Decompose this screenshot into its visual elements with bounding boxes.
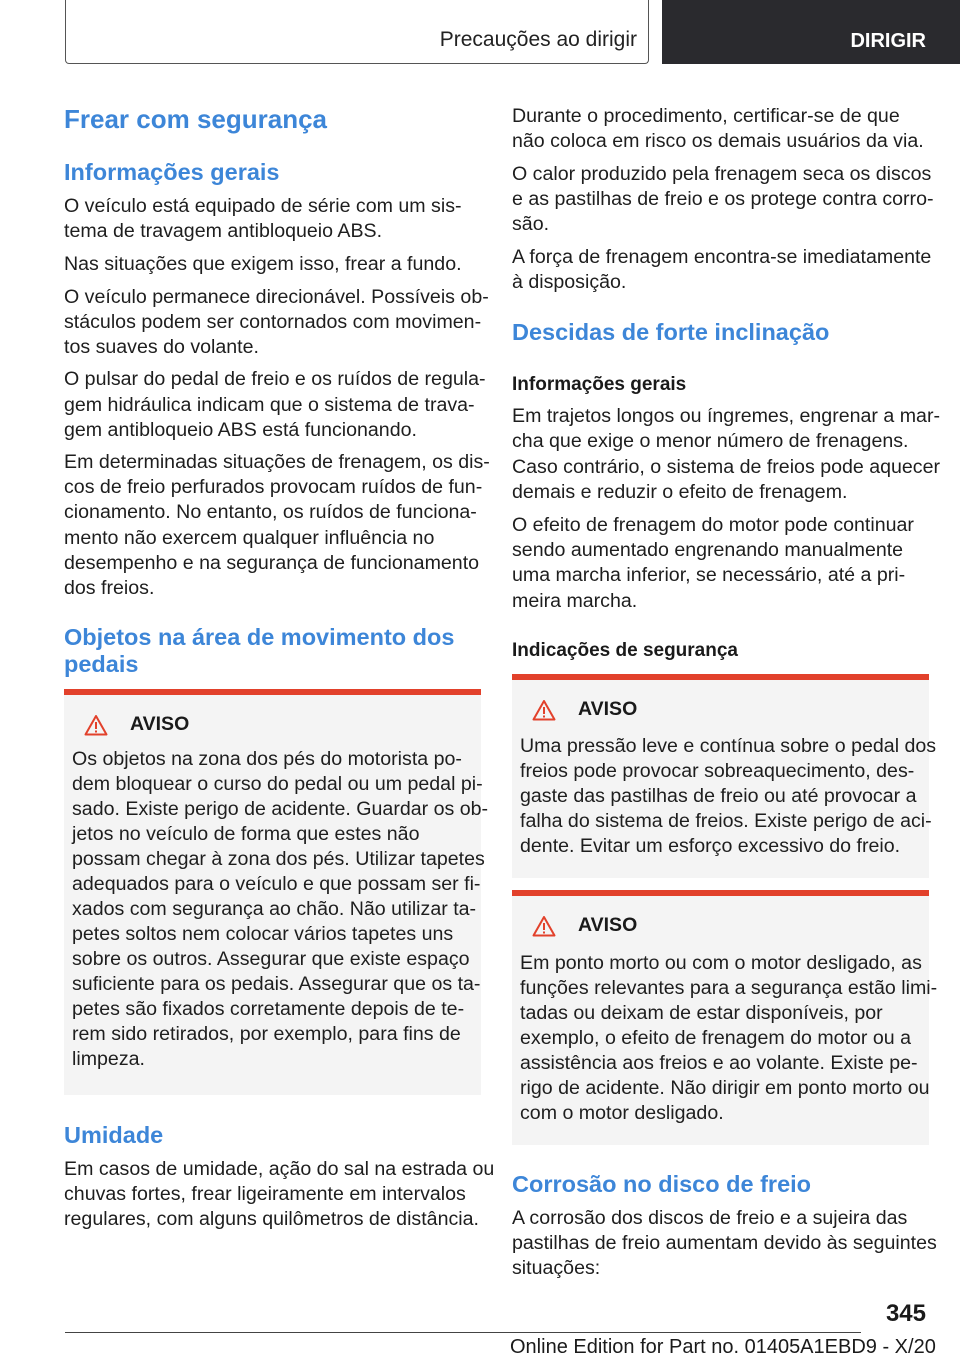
heading-general-info: Informações gerais <box>64 159 280 185</box>
paragraph-line: Em determinadas situações de frenagem, os dis- <box>64 451 490 473</box>
subheading-safety-notes: Indicações de segurança <box>512 640 738 661</box>
paragraph-line: mento não exercem qualquer influência no <box>64 527 435 549</box>
warning-line: rigo de acidente. Não dirigir em ponto morto ou <box>520 1077 930 1099</box>
paragraph-line: meira marcha. <box>512 590 638 612</box>
paragraph-line: O calor produzido pela frenagem seca os discos <box>512 163 932 185</box>
paragraph-line: pastilhas de freio aumentam devido às seguintes <box>512 1232 937 1254</box>
paragraph-line: Durante o procedimento, certificar-se de que <box>512 105 900 127</box>
paragraph-line: tos suaves do volante. <box>64 336 259 358</box>
paragraph-line: demais e reduzir o efeito de frenagem. <box>512 481 848 503</box>
paragraph-line: cha que exige o menor número de frenagens. <box>512 430 909 452</box>
heading-steep-descents: Descidas de forte inclinação <box>512 319 830 345</box>
paragraph-line: situações: <box>512 1257 601 1279</box>
paragraph-line: Em trajetos longos ou íngremes, engrenar a mar- <box>512 405 941 427</box>
warning-line: petes são fixados corretamente depois de te- <box>72 998 465 1020</box>
subheading-general-info: Informações gerais <box>512 374 687 395</box>
warning-line: xados com segurança ao chão. Não utilizar ta- <box>72 898 477 920</box>
warning-line: dente. Evitar um esforço excessivo do freio. <box>520 835 901 857</box>
paragraph-line: desempenho e na segurança de funcionamento <box>64 552 480 574</box>
paragraph-line: A força de frenagem encontra-se imediatamente <box>512 246 932 268</box>
warning-line: Em ponto morto ou com o motor desligado, as <box>520 952 922 974</box>
paragraph-line: A corrosão dos discos de freio e a sujeira das <box>512 1207 908 1229</box>
paragraph-line: O veículo está equipado de série com um sis- <box>64 195 462 217</box>
paragraph-line: chuvas fortes, frear ligeiramente em intervalos <box>64 1183 466 1205</box>
paragraph-line: Nas situações que exigem isso, frear a fundo. <box>64 253 462 275</box>
warning-line: sado. Existe perigo de acidente. Guardar os ob- <box>72 798 489 820</box>
warning-label: AVISO <box>578 914 638 936</box>
warning-line: possam chegar à zona dos pés. Utilizar tapetes <box>72 848 485 870</box>
paragraph-line: O efeito de frenagem do motor pode continuar <box>512 514 914 536</box>
warning-line: falha do sistema de freios. Existe perigo de aci- <box>520 810 932 832</box>
warning-line: gaste das pastilhas de freio ou até provocar a <box>520 785 917 807</box>
paragraph-line: à disposição. <box>512 271 627 293</box>
paragraph-line: stáculos podem ser contornados com movimen- <box>64 311 482 333</box>
warning-box-brake-pressure <box>512 674 937 878</box>
paragraph-line: e as pastilhas de freio e os protege contra corro- <box>512 188 934 210</box>
warning-line: freios pode provocar sobreaquecimento, des- <box>520 760 915 782</box>
page-number: 345 <box>885 1300 926 1327</box>
warning-box-pedals <box>64 689 489 1095</box>
warning-line: Uma pressão leve e contínua sobre o pedal dos <box>520 735 937 757</box>
warning-line: Os objetos na zona dos pés do motorista po- <box>72 748 462 770</box>
warning-triangle-icon <box>532 699 556 721</box>
paragraph-line: sendo aumentado engrenando manualmente <box>512 539 904 561</box>
warning-triangle-icon <box>532 915 556 937</box>
heading-pedal-objects: Objetos na área de movimento dos <box>64 624 455 650</box>
paragraph-line: gem hidráulica indicam que o sistema de trava- <box>64 394 475 416</box>
warning-line: petes soltos nem colocar vários tapetes uns <box>72 923 454 945</box>
paragraph-line: gem antibloqueio ABS está funcionando. <box>64 419 417 441</box>
warning-line: adequados para o veículo e que possam ser fi- <box>72 873 481 895</box>
paragraph-line: não coloca em risco os demais usuários da via. <box>512 130 924 152</box>
paragraph-line: uma marcha inferior, se necessário, até a pri- <box>512 564 906 586</box>
warning-line: assistência aos freios e ao volante. Existe pe- <box>520 1052 918 1074</box>
warning-line: rem sido retirados, por exemplo, para fins de <box>72 1023 461 1045</box>
heading-disc-corrosion: Corrosão no disco de freio <box>512 1171 812 1197</box>
paragraph-line: cionamento. No entanto, os ruídos de funciona- <box>64 501 477 523</box>
paragraph-line: são. <box>512 213 550 235</box>
warning-line: limpeza. <box>72 1048 145 1070</box>
footer-edition: Online Edition for Part no. 01405A1EBD9 - X/20 <box>510 1336 936 1358</box>
paragraph-line: Caso contrário, o sistema de freios pode aquecer <box>512 456 941 478</box>
paragraph-line: regulares, com alguns quilômetros de distância. <box>64 1208 479 1230</box>
warning-line: com o motor desligado. <box>520 1102 724 1124</box>
warning-triangle-icon <box>84 714 108 736</box>
warning-line: sobre os outros. Assegurar que existe espaço <box>72 948 470 970</box>
warning-label: AVISO <box>578 698 638 720</box>
heading-brake-safely: Frear com segurança <box>64 104 328 134</box>
warning-line: tadas ou deixam de estar disponíveis, por <box>520 1002 883 1024</box>
chapter-label: DIRIGIR <box>662 0 960 64</box>
heading-pedal-objects-cont: pedais <box>64 651 139 677</box>
paragraph-line: O veículo permanece direcionável. Possíveis ob- <box>64 286 489 308</box>
heading-humidity: Umidade <box>64 1122 164 1148</box>
paragraph-line: tema de travagem antibloqueio ABS. <box>64 220 383 242</box>
paragraph-line: O pulsar do pedal de freio e os ruídos de regula- <box>64 368 486 390</box>
warning-label: AVISO <box>130 713 190 735</box>
paragraph-line: dos freios. <box>64 577 155 599</box>
warning-line: jetos no veículo de forma que estes não <box>72 823 420 845</box>
warning-line: exemplo, o efeito de frenagem do motor ou a <box>520 1027 912 1049</box>
warning-box-neutral <box>512 890 938 1145</box>
section-title: Precauções ao dirigir <box>439 28 637 51</box>
warning-line: dem bloquear o curso do pedal ou um pedal pi- <box>72 773 483 795</box>
paragraph-line: cos de freio perfurados provocam ruídos de fun- <box>64 476 483 498</box>
warning-line: funções relevantes para a segurança estão limi- <box>520 977 938 999</box>
footer-divider <box>65 1332 861 1333</box>
paragraph-line: Em casos de umidade, ação do sal na estrada ou <box>64 1158 495 1180</box>
warning-line: suficiente para os pedais. Assegurar que os ta- <box>72 973 481 995</box>
